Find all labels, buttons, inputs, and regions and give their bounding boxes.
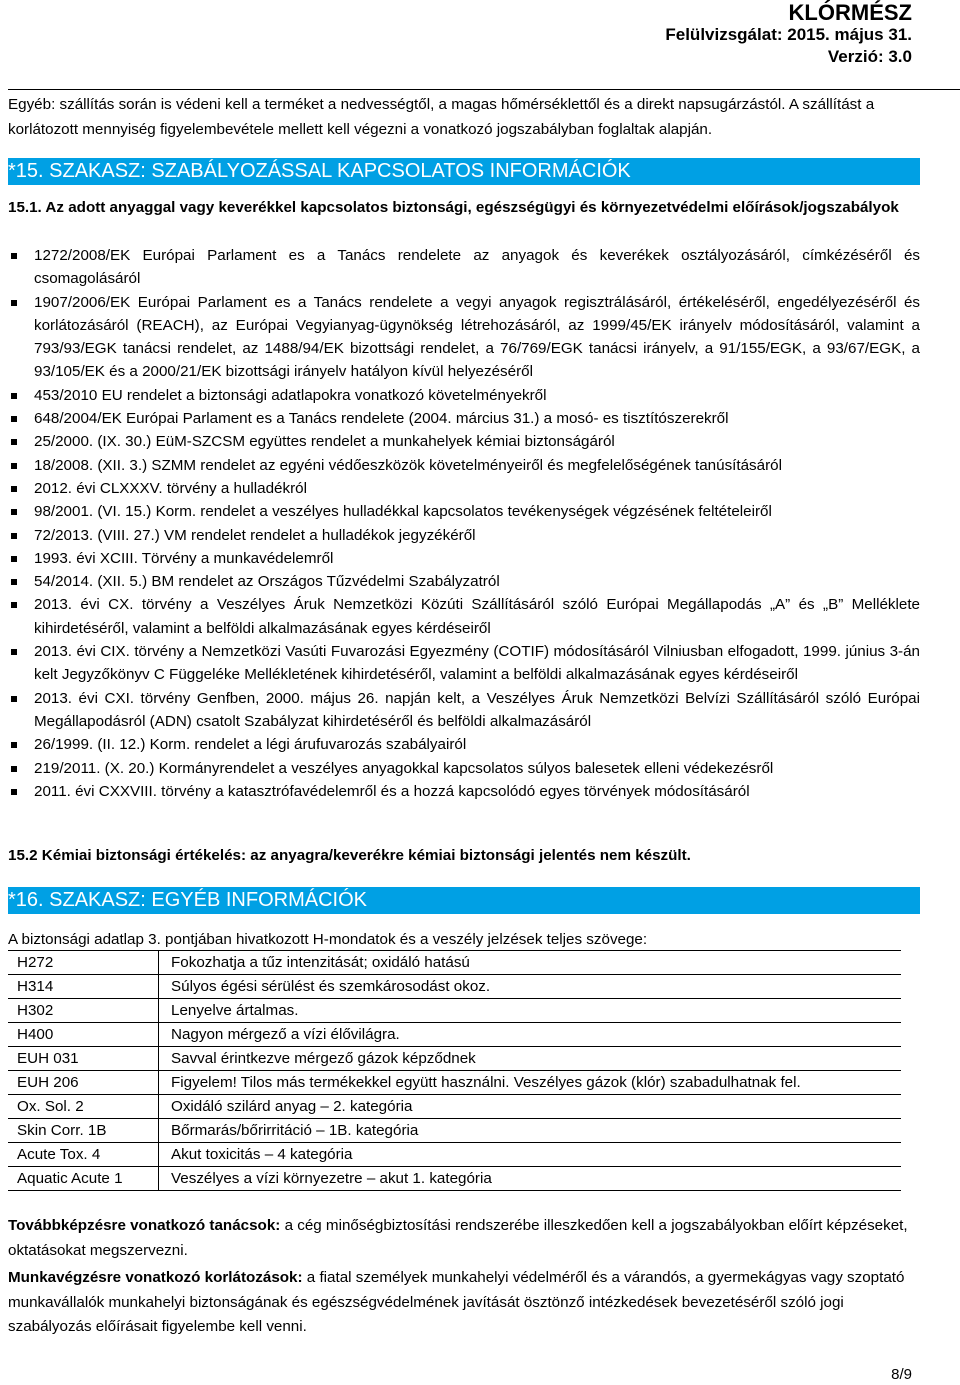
table-row (8, 1167, 901, 1191)
regulation-text: 453/2010 EU rendelet a biztonsági adatlapokra vonatkozó követelményekről (34, 386, 547, 404)
regulation-text: 2012. évi CLXXXV. törvény a hulladékról (34, 479, 307, 497)
regulation-item (8, 733, 920, 756)
square-bullet-icon (11, 789, 17, 795)
h-code-cell: EUH 206 (8, 1071, 159, 1095)
h-statements-table (8, 950, 901, 1191)
square-bullet-icon (11, 649, 17, 655)
work-restrictions (8, 1266, 920, 1340)
section-15-heading: *15. SZAKASZ: SZABÁLYOZÁSSAL KAPCSOLATOS INFORMÁCIÓK (8, 158, 920, 185)
regulation-text: 1907/2006/EK Európai Parlament es a Tanács rendelete a vegyi anyagok regisztrálásáról, értékeléséről, engedélyezéséről és korlátozásáról (REACH), az Európai Vegyianyag-ügynökség létrehozásáról, az 1999/45/EK irányelv módosításáról, valamint a 793/93/EGK tanácsi rendelet, az 1488/94/EK bizottsági rendelet, a 76/769/EGK tanácsi irányelv, a 91/155/EGK, a 93/67/EGK, a 93/105/EK és a 2000/21/EK bizottsági irányelv hatályon kívül helyezéséről (34, 293, 920, 381)
square-bullet-icon (11, 696, 17, 702)
square-bullet-icon (11, 509, 17, 515)
h-text-cell: Nagyon mérgező a vízi élővilágra. (159, 1023, 902, 1047)
h-code-cell: H400 (8, 1023, 159, 1047)
table-row (8, 975, 901, 999)
h-code-cell: H314 (8, 975, 159, 999)
square-bullet-icon (11, 463, 17, 469)
table-row (8, 1143, 901, 1167)
product-name: KLÓRMÉSZ (788, 0, 912, 25)
regulation-text: 54/2014. (XII. 5.) BM rendelet az Országos Tűzvédelmi Szabályzatról (34, 573, 500, 591)
page-number: 8/9 (891, 1366, 912, 1383)
regulation-item (8, 780, 920, 803)
regulation-text: 2013. évi CIX. törvény a Nemzetközi Vasúti Fuvarozási Egyezmény (COTIF) módosításáról Vilniusban elfogadott, 1999. június 3-án kelt Jegyzőkönyv C Függeléke Mellékletének kihirdetéséről, valamint a belföldi alkalmazásának egyes kérdéseiről (34, 643, 920, 684)
work-restrictions-text: a fiatal személyek munkahelyi védelméről és a várandós, a gyermekágyas vagy szoptató munkavállalók munkahelyi biztonságának és egészségvédelmének javítását ösztönző intézkedések bevezetéséről szóló jogi szabályozás előírásait figyelembe kell venni. (8, 1269, 905, 1335)
revision-date: Felülvizsgálat: 2015. május 31. (665, 25, 912, 44)
h-code-cell: Skin Corr. 1B (8, 1119, 159, 1143)
version-number: Verzió: 3.0 (827, 47, 912, 66)
h-text-cell: Oxidáló szilárd anyag – 2. kategória (159, 1095, 902, 1119)
square-bullet-icon (11, 416, 17, 422)
regulation-text: 26/1999. (II. 12.) Korm. rendelet a légi árufuvarozás szabályairól (34, 736, 467, 754)
h-text-cell: Súlyos égési sérülést és szemkárosodást okoz. (159, 975, 902, 999)
square-bullet-icon (11, 439, 17, 445)
regulation-item (8, 687, 920, 734)
h-code-cell: Ox. Sol. 2 (8, 1095, 159, 1119)
regulation-text: 25/2000. (IX. 30.) EüM-SZCSM együttes rendelet a munkahelyek kémiai biztonságáról (34, 433, 615, 451)
document-header (665, 2, 912, 68)
training-advice-text: a cég minőségbiztosítási rendszerébe illeszkedően kell a jogszabályokban előírt képzéseket, oktatásokat megszervezni. (8, 1217, 908, 1259)
square-bullet-icon (11, 253, 17, 259)
regulation-list (8, 244, 920, 803)
regulation-item (8, 547, 920, 570)
h-text-cell: Bőrmarás/bőrirritáció – 1B. kategória (159, 1119, 902, 1143)
regulation-item (8, 640, 920, 687)
h-code-cell: H272 (8, 951, 159, 975)
h-text-cell: Akut toxicitás – 4 kategória (159, 1143, 902, 1167)
square-bullet-icon (11, 742, 17, 748)
regulation-item (8, 244, 920, 291)
regulation-item (8, 570, 920, 593)
header-divider (8, 89, 960, 90)
regulation-item (8, 384, 920, 407)
regulation-text: 2013. évi CXI. törvény Genfben, 2000. május 26. napján kelt, a Veszélyes Áruk Nemzetközi Belvízi Szállításáról szóló Európai Megállapodásról (ADN) csatolt Szabályzat kihirdetéséről és belföldi alkalmazásáról (34, 689, 920, 730)
table-row (8, 1047, 901, 1071)
regulation-text: 219/2011. (X. 20.) Kormányrendelet a veszélyes anyagokkal kapcsolatos súlyos balesetek elleni védekezésről (34, 759, 774, 777)
regulation-item (8, 500, 920, 523)
h-text-cell: Veszélyes a vízi környezetre – akut 1. kategória (159, 1167, 902, 1191)
regulation-text: 648/2004/EK Európai Parlament es a Tanács rendelete (2004. március 31.) a mosó- es tisztítószerekről (34, 410, 729, 428)
regulation-item (8, 430, 920, 453)
regulation-text: 98/2001. (VI. 15.) Korm. rendelet a veszélyes hulladékkal kapcsolatos tevékenységek végzésének feltételeiről (34, 503, 772, 521)
h-code-cell: Aquatic Acute 1 (8, 1167, 159, 1191)
regulation-text: 2013. évi CX. törvény a Veszélyes Áruk Nemzetközi Közúti Szállításáról szóló Európai Megállapodás „A” és „B” Melléklete kihirdetéséről, valamint a belföldi alkalmazásának egyes kérdéseiről (34, 596, 920, 637)
square-bullet-icon (11, 393, 17, 399)
regulation-item (8, 477, 920, 500)
table-row (8, 1119, 901, 1143)
regulation-item (8, 524, 920, 547)
regulation-text: 1272/2008/EK Európai Parlament es a Tanács rendelete az anyagok és keverékek osztályozásáról, címkézéséről és csomagolásáról (34, 247, 920, 288)
square-bullet-icon (11, 533, 17, 539)
section-15-2-assessment: 15.2 Kémiai biztonsági értékelés: az anyagra/keverékre kémiai biztonsági jelentés nem készült. (8, 847, 691, 864)
square-bullet-icon (11, 486, 17, 492)
regulation-item (8, 593, 920, 640)
h-text-cell: Savval érintkezve mérgező gázok képződnek (159, 1047, 902, 1071)
table-row (8, 1023, 901, 1047)
table-row (8, 999, 901, 1023)
square-bullet-icon (11, 556, 17, 562)
regulation-text: 2011. évi CXXVIII. törvény a katasztrófavédelemről és a hozzá kapcsolódó egyes törvények módosításáról (34, 782, 750, 800)
table-row (8, 951, 901, 975)
training-advice (8, 1214, 920, 1263)
h-code-cell: H302 (8, 999, 159, 1023)
h-statements-intro: A biztonsági adatlap 3. pontjában hivatkozott H-mondatok és a veszély jelzések teljes szövege: (8, 931, 648, 948)
regulation-item (8, 454, 920, 477)
square-bullet-icon (11, 602, 17, 608)
training-advice-label: Továbbképzésre vonatkozó tanácsok: (8, 1217, 281, 1234)
transport-note: Egyéb: szállítás során is védeni kell a terméket a nedvességtől, a magas hőmérséklettől és a direkt napsugárzástól. A szállítást a korlátozott mennyiség figyelembevétele mellett kell végezni a vonatkozó jogszabályban foglaltak alapján. (8, 96, 875, 138)
regulation-item (8, 407, 920, 430)
h-code-cell: EUH 031 (8, 1047, 159, 1071)
regulation-item (8, 757, 920, 780)
h-text-cell: Fokozhatja a tűz intenzitását; oxidáló hatású (159, 951, 902, 975)
h-code-cell: Acute Tox. 4 (8, 1143, 159, 1167)
table-row (8, 1095, 901, 1119)
h-text-cell: Lenyelve ártalmas. (159, 999, 902, 1023)
table-row (8, 1071, 901, 1095)
section-15-1-heading: 15.1. Az adott anyaggal vagy keverékkel kapcsolatos biztonsági, egészségügyi és környezetvédelmi előírások/jogszabályok (8, 199, 899, 216)
h-text-cell: Figyelem! Tilos más termékekkel együtt használni. Veszélyes gázok (klór) szabadulhatnak fel. (159, 1071, 902, 1095)
work-restrictions-label: Munkavégzésre vonatkozó korlátozások: (8, 1269, 303, 1286)
regulation-text: 18/2008. (XII. 3.) SZMM rendelet az egyéni védőeszközök követelményeiről és megfelelőségének tanúsításáról (34, 456, 782, 474)
square-bullet-icon (11, 579, 17, 585)
regulation-item (8, 291, 920, 384)
regulation-text: 1993. évi XCIII. Törvény a munkavédelemről (34, 549, 334, 567)
square-bullet-icon (11, 766, 17, 772)
square-bullet-icon (11, 300, 17, 306)
section-16-heading: *16. SZAKASZ: EGYÉB INFORMÁCIÓK (8, 887, 920, 914)
regulation-text: 72/2013. (VIII. 27.) VM rendelet rendelet a hulladékok jegyzékéről (34, 526, 476, 544)
